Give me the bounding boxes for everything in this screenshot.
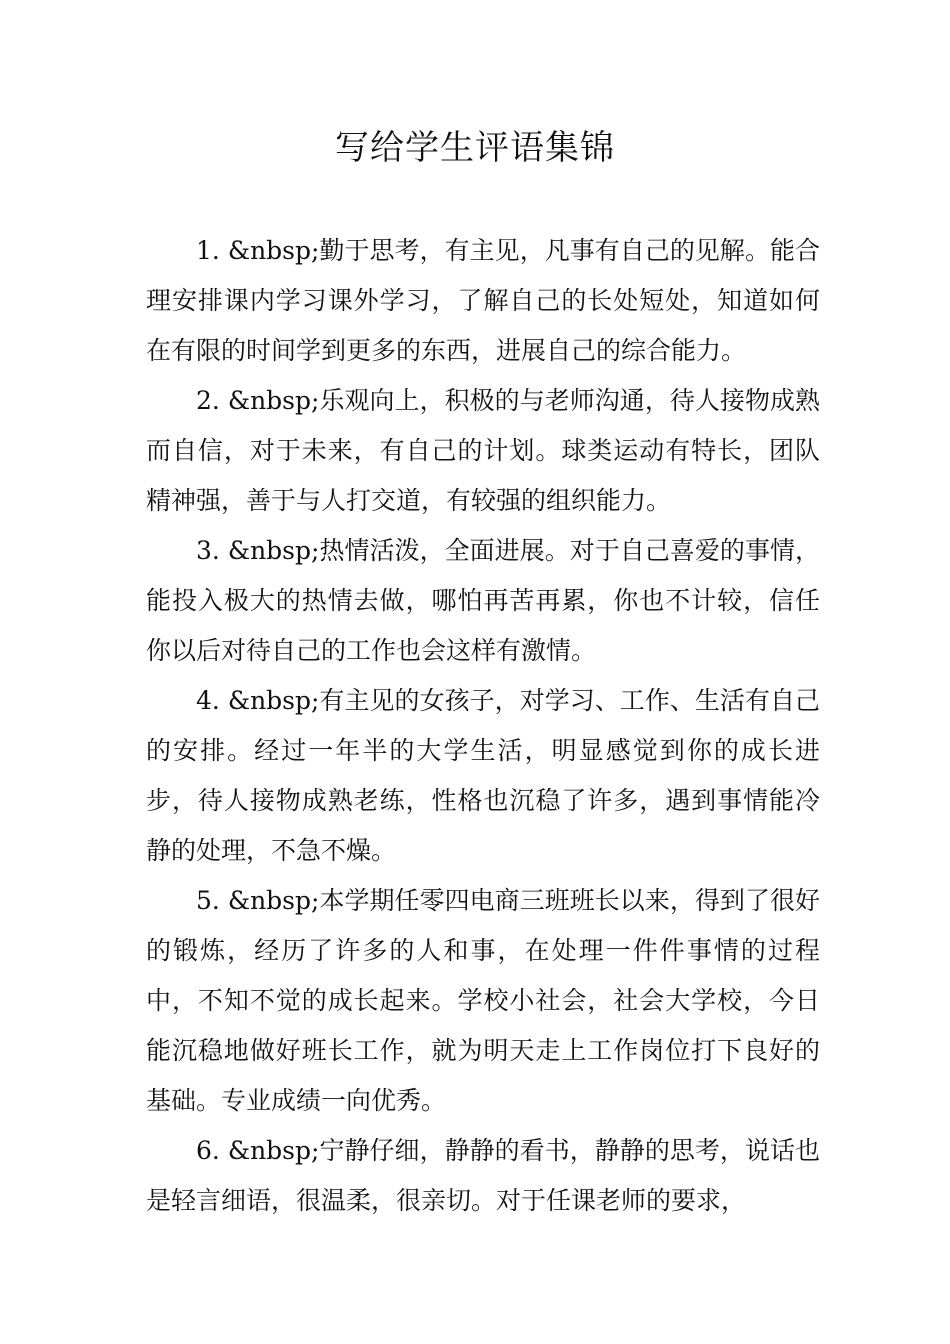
comment-paragraph-4: 4. &nbsp;有主见的女孩子，对学习、工作、生活有自己的安排。经过一年半的大学生活，明显感觉到你的成长进步，待人接物成熟老练，性格也沉稳了许多，遇到事情能冷静的处理，不急不燥。 [146, 686, 820, 865]
comment-paragraph-5: 5. &nbsp;本学期任零四电商三班班长以来，得到了很好的锻炼，经历了许多的人和事，在处理一件件事情的过程中，不知不觉的成长起来。学校小社会，社会大学校，今日能沉稳地做好班长工作，就为明天走上工作岗位打下良好的基础。专业成绩一向优秀。 [146, 886, 820, 1115]
comment-paragraph-2: 2. &nbsp;乐观向上，积极的与老师沟通，待人接物成熟而自信，对于未来，有自己的计划。球类运动有特长，团队精神强，善于与人打交道，有较强的组织能力。 [146, 386, 820, 515]
document-body [146, 226, 820, 1226]
comment-paragraph-3: 3. &nbsp;热情活泼，全面进展。对于自己喜爱的事情，能投入极大的热情去做，哪怕再苦再累，你也不计较，信任你以后对待自己的工作也会这样有激情。 [146, 536, 820, 665]
comment-paragraph-1: 1. &nbsp;勤于思考，有主见，凡事有自己的见解。能合理安排课内学习课外学习，了解自己的长处短处，知道如何在有限的时间学到更多的东西，进展自己的综合能力。 [146, 236, 820, 365]
document-title: 写给学生评语集锦 [335, 128, 615, 168]
comment-paragraph-6: 6. &nbsp;宁静仔细，静静的看书，静静的思考，说话也是轻言细语，很温柔，很亲切。对于任课老师的要求， [146, 1136, 820, 1215]
